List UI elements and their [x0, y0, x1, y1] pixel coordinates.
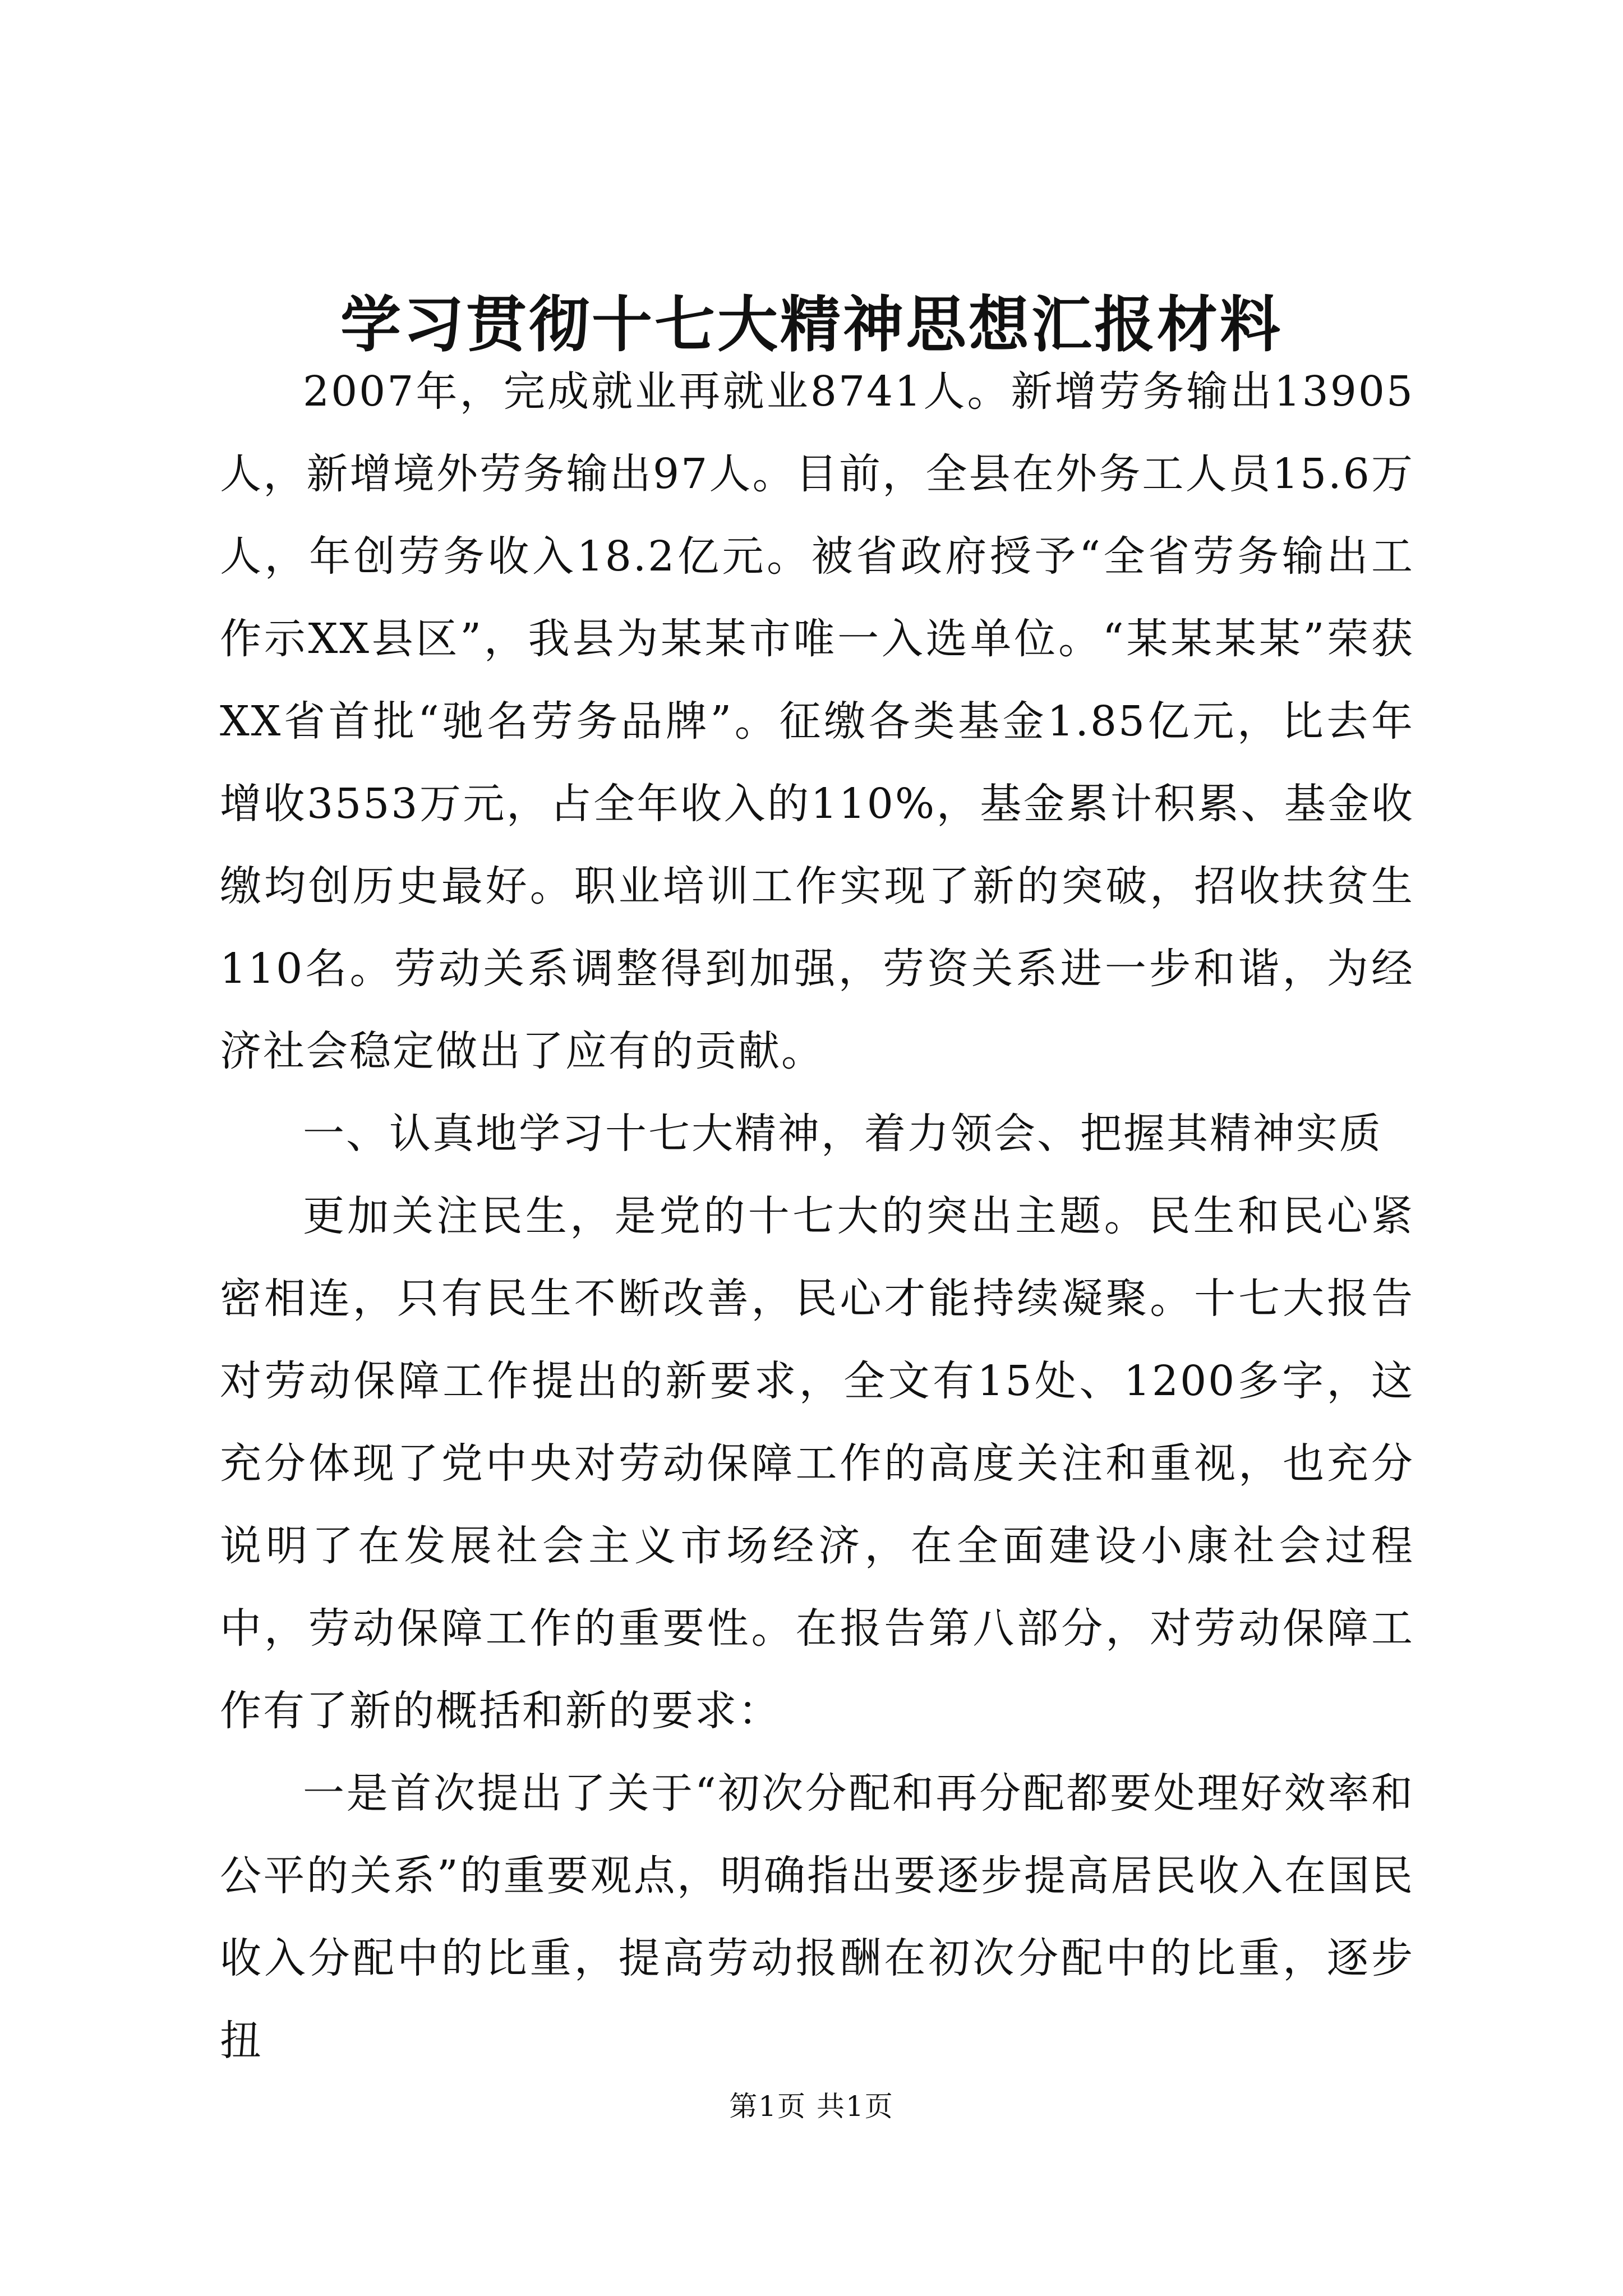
body-paragraph-3: 一是首次提出了关于“初次分配和再分配都要处理好效率和公平的关系”的重要观点，明确指出要逐步提高居民收入在国民收入分配中的比重，提高劳动报酬在初次分配中的比重，逐步扭: [220, 1769, 1414, 2065]
document-title: 学习贯彻十七大精神思想汇报材料: [340, 290, 1283, 360]
body-paragraph-2: 更加关注民生，是党的十七大的突出主题。民生和民心紧密相连，只有民生不断改善，民心才能持续凝聚。十七大报告对劳动保障工作提出的新要求，全文有15处、1200多字，这充分体现了党中央对劳动保障工作的高度关注和重视，也充分说明了在发展社会主义市场经济，在全面建设小康社会过程中，劳动保障工作的重要性。在报告第八部分，对劳动保障工作有了新的概括和新的要求：: [220, 1192, 1414, 1735]
body-paragraph-1: 2007年，完成就业再就业8741人。新增劳务输出13905人，新增境外劳务输出97人。目前，全县在外务工人员15.6万人，年创劳务收入18.2亿元。被省政府授予“全省劳务输出工作示XX县区”，我县为某某市唯一入选单位。“某某某某”荣获XX省首批“驰名劳务品牌”。征缴各类基金1.85亿元，比去年增收3553万元，占全年收入的110%，基金累计积累、基金收缴均创历史最好。职业培训工作实现了新的突破，招收扶贫生110名。劳动关系调整得到加强，劳资关系进一步和谐，为经济社会稳定做出了应有的贡献。: [220, 367, 1414, 1075]
section-heading: 一、认真地学习十七大精神，着力领会、把握其精神实质: [303, 1110, 1382, 1158]
page-footer: 第1页 共1页: [729, 2090, 894, 2123]
document-body: [220, 351, 1414, 2082]
